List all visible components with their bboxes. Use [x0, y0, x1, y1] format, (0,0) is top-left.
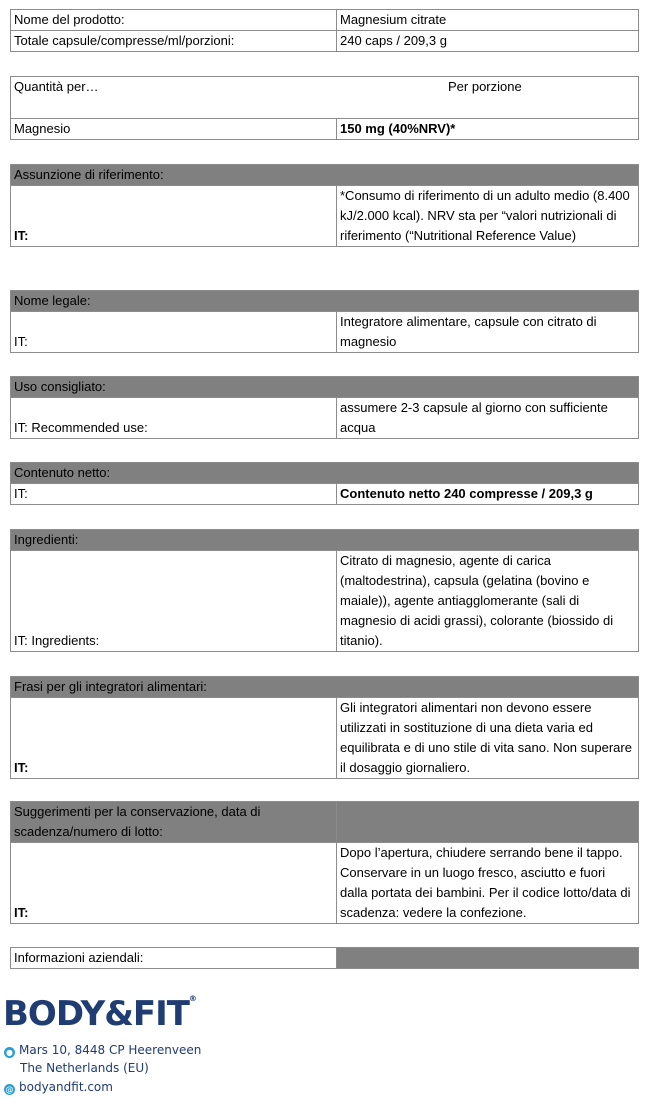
legal-name-table — [10, 290, 639, 353]
net-content-title: Contenuto netto: — [11, 463, 639, 484]
ingredients-text: Citrato di magnesio, agente di carica (maltodestrina), capsula (gelatina (bovino e maiale)), agente antiagglomerante (sali di magnesio di acidi grassi), colorante (biossido di titanio). — [337, 551, 639, 652]
nutrient-name: Magnesio — [11, 119, 337, 140]
brand-registered-mark: ® — [188, 994, 196, 1003]
website-text[interactable]: bodyandfit.com — [19, 1080, 113, 1094]
storage-text: Dopo l’apertura, chiudere serrando bene il tappo. Conservare in un luogo fresco, asciutto e fuori dalla portata dei bambini. Per il codice lotto/data di scadenza: vedere la confezione. — [337, 843, 639, 924]
quantity-header-left: Quantità per… — [14, 79, 99, 94]
address-line1 — [4, 1043, 201, 1058]
product-name-label: Nome del prodotto: — [11, 10, 337, 31]
storage-title: Suggerimenti per la conservazione, data di scadenza/numero di lotto: — [11, 802, 337, 843]
quantity-table — [10, 76, 639, 140]
supplement-phrases-table — [10, 676, 639, 779]
nutrient-amount: 150 mg (40%NRV)* — [337, 119, 639, 140]
recommended-use-text: assumere 2-3 capsule al giorno con sufficiente acqua — [337, 398, 639, 439]
address-line1-text: Mars 10, 8448 CP Heerenveen — [19, 1043, 202, 1057]
total-label: Totale capsule/compresse/ml/porzioni: — [11, 31, 337, 52]
brand-logo — [3, 994, 196, 1034]
supplement-phrases-title: Frasi per gli integratori alimentari: — [11, 677, 639, 698]
legal-name-lang: IT: — [11, 312, 337, 353]
total-value: 240 caps / 209,3 g — [337, 31, 639, 52]
product-name-value: Magnesium citrate — [337, 10, 639, 31]
storage-table — [10, 801, 639, 924]
product-table — [10, 9, 639, 52]
legal-name-title: Nome legale: — [11, 291, 639, 312]
quantity-header-right: Per porzione — [448, 79, 522, 94]
legal-name-text: Integratore alimentare, capsule con citrato di magnesio — [337, 312, 639, 353]
company-title: Informazioni aziendali: — [11, 948, 337, 969]
net-content-lang: IT: — [11, 484, 337, 505]
globe-icon: @ — [5, 1085, 14, 1094]
reference-intake-title: Assunzione di riferimento: — [11, 165, 639, 186]
brand-name: BODY&FIT — [3, 994, 189, 1034]
ingredients-table — [10, 529, 639, 652]
supplement-phrases-lang: IT: — [11, 698, 337, 779]
reference-intake-lang: IT: — [11, 186, 337, 247]
ingredients-title: Ingredienti: — [11, 530, 639, 551]
company-table — [10, 947, 639, 969]
website[interactable] — [4, 1080, 113, 1095]
storage-lang: IT: — [11, 843, 337, 924]
reference-intake-text: *Consumo di riferimento di un adulto medio (8.400 kJ/2.000 kcal). NRV sta per “valori nutrizionali di riferimento (“Nutritional Reference Value) — [337, 186, 639, 247]
recommended-use-title: Uso consigliato: — [11, 377, 639, 398]
ingredients-lang: IT: Ingredients: — [11, 551, 337, 652]
recommended-use-table — [10, 376, 639, 439]
address-line2: The Netherlands (EU) — [20, 1061, 149, 1075]
net-content-table — [10, 462, 639, 505]
net-content-text: Contenuto netto 240 compresse / 209,3 g — [337, 484, 639, 505]
recommended-use-lang: IT: Recommended use: — [11, 398, 337, 439]
supplement-phrases-text: Gli integratori alimentari non devono essere utilizzati in sostituzione di una dieta varia ed equilibrata e di uno stile di vita sano. Non superare il dosaggio giornaliero. — [337, 698, 639, 779]
reference-intake-table — [10, 164, 639, 247]
location-pin-icon: ● — [4, 1047, 15, 1058]
